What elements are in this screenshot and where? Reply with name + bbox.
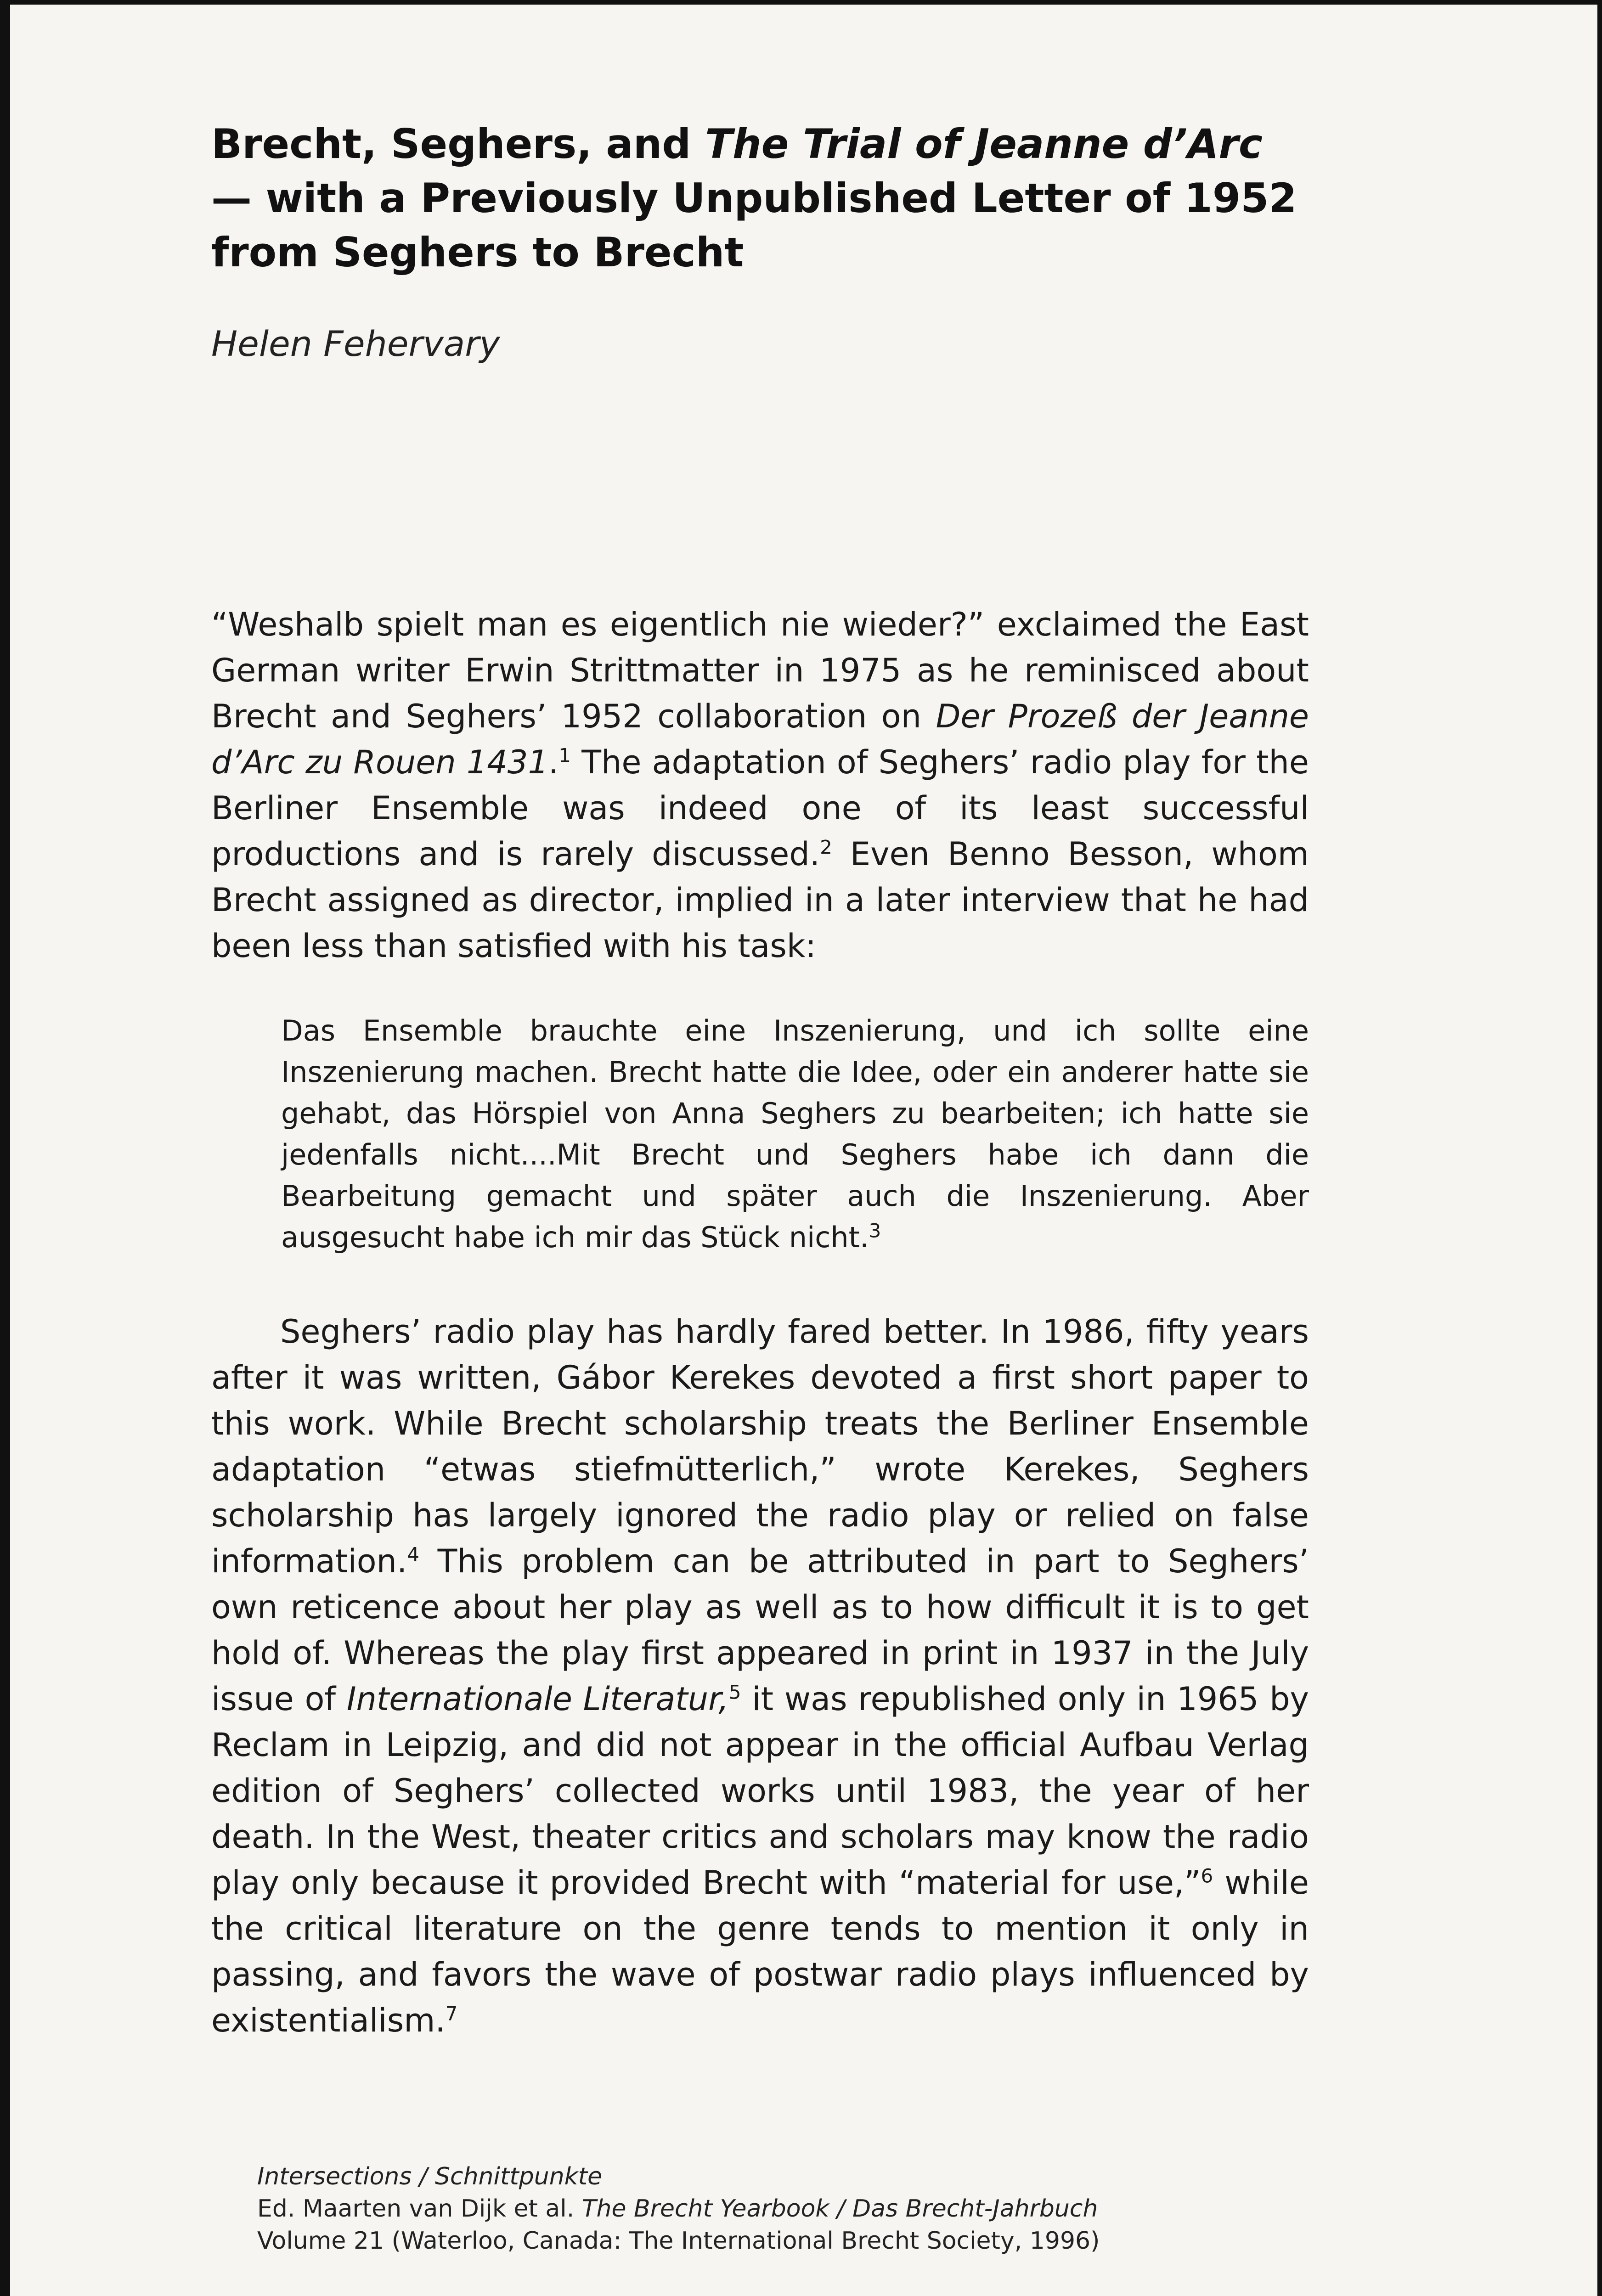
footnote-ref-4: 4 xyxy=(407,1543,419,1566)
footnote-ref-6: 6 xyxy=(1201,1864,1213,1887)
scan-edge-right xyxy=(1597,0,1602,2296)
scan-edge-left xyxy=(0,0,10,2296)
p1-text-d: The adaptation of Seghers’ radio play for the Berliner Ensemble was indeed one of its least successful productions and is rarely discussed. xyxy=(211,743,1309,873)
footer-line-1 xyxy=(257,2161,1314,2193)
footnote-ref-3: 3 xyxy=(869,1219,881,1242)
author-name: Helen Fehervary xyxy=(211,323,500,364)
scan-edge-top xyxy=(0,0,1602,5)
article-title xyxy=(211,117,1309,280)
title-part-3: — with a Previously Unpublished Letter of 1952 from Seghers to Brecht xyxy=(211,174,1297,276)
footer-editor: Ed. Maarten van Dijk et al. xyxy=(257,2195,582,2223)
p1-italic-title: Der Prozeß der Jeanne d’Arc zu Rouen 1431 xyxy=(211,698,1309,781)
title-part-1: Brecht, Seghers, and xyxy=(211,120,705,168)
p2-text-b: This problem can be attributed in part to Seghers’ own reticence about her play as well as to how difficult it is to get hold of. Whereas the play first appeared in print in 1937 in the July issue of xyxy=(211,1542,1309,1718)
footnote-ref-5: 5 xyxy=(728,1681,741,1704)
p2-text-a: Seghers’ radio play has hardly fared better. In 1986, fifty years after it was written, Gábor Kerekes devoted a first short paper to this work. While Brecht scholarship treats the Berliner Ensemble adaptation “etwas stiefmütterlich,” wrote Kerekes, Seghers scholarship has largely ignored the radio play or relied on false information. xyxy=(211,1313,1309,1580)
footnote-ref-2: 2 xyxy=(820,836,832,859)
footnote-ref-7: 7 xyxy=(445,2002,458,2025)
paragraph-2 xyxy=(211,1309,1309,2043)
block-quote xyxy=(281,1010,1309,1258)
title-italic-work: The Trial of Jeanne d’Arc xyxy=(705,120,1263,168)
quote-text: Das Ensemble brauchte eine Inszenierung, und ich sollte eine Inszenierung machen. Brecht hatte die Idee, oder ein anderer hatte sie gehabt, das Hörspiel von Anna Seghers zu bearbeiten; ich hatte sie jedenfalls nicht....Mit Brecht und Seghers habe ich dann die Bearbeitung gemacht und später auch die Inszenierung. Aber ausgesucht habe ich mir das Stück nicht. xyxy=(281,1014,1309,1254)
footer-series-title: Intersections / Schnittpunkte xyxy=(257,2163,603,2190)
footer-line-2 xyxy=(257,2193,1314,2225)
publication-footer xyxy=(257,2161,1314,2257)
footer-yearbook-title: The Brecht Yearbook / Das Brecht-Jahrbuch xyxy=(581,2195,1098,2223)
p2-italic-journal: Internationale Literatur, xyxy=(346,1680,729,1718)
p2-text-e: while the critical literature on the genre tends to mention it only in passing, and favors the wave of postwar radio plays influenced by existentialism. xyxy=(211,1864,1309,2039)
title-block xyxy=(211,117,1309,364)
p1-text-e: Even Benno Besson, whom Brecht assigned as director, implied in a later interview that he had been less than satisfied with his task: xyxy=(211,835,1309,965)
p2-text-d: it was republished only in 1965 by Reclam in Leipzig, and did not appear in the official Aufbau Verlag edition of Seghers’ collected works until 1983, the year of her death. In the West, theater critics and scholars may know the radio play only because it provided Brecht with “material for use,” xyxy=(211,1680,1309,1902)
p1-text-a: “Weshalb spielt man es eigentlich nie wieder?” exclaimed the East German writer Erwin Strittmatter in 1975 as he reminisced about Brecht and Seghers’ 1952 collaboration on xyxy=(211,606,1309,735)
footnote-ref-1: 1 xyxy=(558,744,571,767)
paragraph-1 xyxy=(211,602,1309,969)
p1-text-c: . xyxy=(548,743,559,781)
footer-line-3: Volume 21 (Waterloo, Canada: The International Brecht Society, 1996) xyxy=(257,2227,1100,2255)
